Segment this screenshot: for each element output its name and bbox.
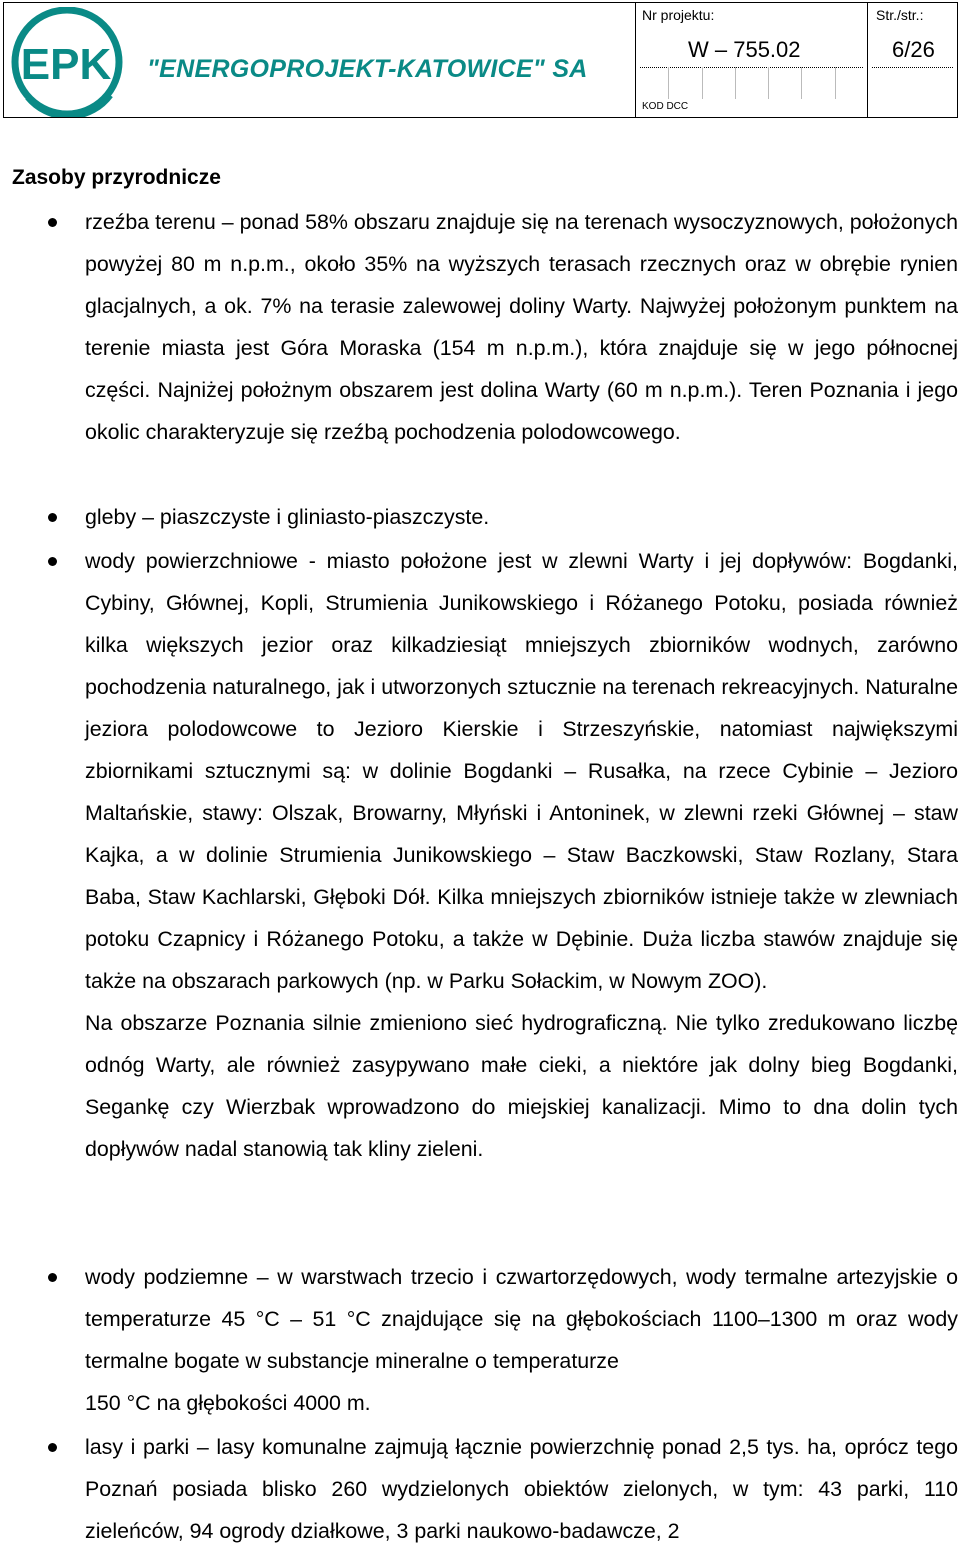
list-item-text: gleby – piaszczyste i gliniasto-piaszczyste. xyxy=(85,505,490,529)
bullet-icon xyxy=(48,557,57,566)
list-item-forests-parks xyxy=(85,1426,958,1552)
list-item-soils xyxy=(85,496,958,538)
epk-logo-icon xyxy=(10,7,128,117)
company-name: "ENERGOPROJEKT-KATOWICE" SA xyxy=(147,55,588,83)
bullet-icon xyxy=(48,1443,57,1452)
dotted-divider xyxy=(872,67,953,68)
bullet-icon xyxy=(48,1273,57,1282)
logo-cell xyxy=(4,3,636,117)
list-item-text: wody podziemne – w warstwach trzecio i czwartorzędowych, wody termalne artezyjskie o temperaturze 45 °C – 51 °C znajdujące się na głębokościach 1100–1300 m oraz wody termalne bogate w substancje mineralne o temperaturze xyxy=(85,1265,958,1373)
list-item-paragraph: Na obszarze Poznania silnie zmieniono sieć hydrograficzną. Nie tylko zredukowano liczbę odnóg Warty, ale również zasypywano małe cieki, a niektóre jak dolny bieg Bogdanki, Segankę czy Wierzbak wprowadzono do miejskiej kanalizacji. Mimo to dna dolin tych dopływów nadal stanowią tak kliny zieleni. xyxy=(85,1011,958,1161)
section-title: Zasoby przyrodnicze xyxy=(12,166,221,189)
page-cell xyxy=(868,3,957,117)
document-header xyxy=(3,2,958,118)
page-label: Str./str.: xyxy=(876,7,924,23)
list-item-text: wody powierzchniowe - miasto położone jest w zlewni Warty i jej dopływów: Bogdanki, Cybiny, Głównej, Kopli, Strumienia Junikowskiego i Różanego Potoku, posiada również kilka większych jezior oraz kilkadziesiąt mniejszych zbiorników wodnych, zarówno pochodzenia naturalnego, jak i utworzonych sztucznie na terenach rekreacyjnych. Naturalne jeziora polodowcowe to Jezioro Kierskie i Strzeszyńskie, natomiast największymi zbiornikami sztucznymi są: w dolinie Bogdanki – Rusałka, na rzece Cybinie – Jezioro Maltańskie, stawy: Olszak, Browarny, Młyński i Antoninek, w zlewni rzeki Głównej – staw Kajka, a w dolinie Strumienia Junikowskiego – Staw Baczkowski, Staw Rozlany, Stara Baba, Staw Kachlarski, Głęboki Dół. Kilka mniejszych zbiorników istnieje także w zlewniach potoku Czapnicy i Różanego Potoku, a także w Dębinie. Duża liczba stawów znajduje się także na obszarach parkowych (np. w Parku Sołackim, w Nowym ZOO). xyxy=(85,549,958,993)
code-boxes xyxy=(636,67,868,99)
bullet-icon xyxy=(48,218,57,227)
list-item-surface-waters xyxy=(85,540,958,1170)
list-item-paragraph: 150 °C na głębokości 4000 m. xyxy=(85,1391,371,1415)
list-item-text: rzeźba terenu – ponad 58% obszaru znajduje się na terenach wysoczyznowych, położonych powyżej 80 m n.p.m., około 35% na wyższych terasach rzecznych oraz w obrębie rynien glacjalnych, a ok. 7% na terasie zalewowej doliny Warty. Najwyżej położonym punktem na terenie miasta jest Góra Moraska (154 m n.p.m.), która znajduje się w jego północnej części. Najniżej położnym obszarem jest dolina Warty (60 m n.p.m.). Teren Poznania i jego okolic charakteryzuje się rzeźbą pochodzenia polodowcowego. xyxy=(85,210,958,444)
bullet-icon xyxy=(48,513,57,522)
list-item-groundwater xyxy=(85,1256,958,1424)
page-value: 6/26 xyxy=(892,37,935,62)
svg-text:EPK: EPK xyxy=(20,40,112,89)
list-item-relief xyxy=(85,201,958,453)
code-label: KOD DCC xyxy=(642,101,689,112)
project-label: Nr projektu: xyxy=(642,7,715,23)
list-item-text: lasy i parki – lasy komunalne zajmują łącznie powierzchnię ponad 2,5 tys. ha, oprócz tego Poznań posiada blisko 260 wydzielonych obiektów zielonych, w tym: 43 parki, 110 zieleńców, 94 ogrody działkowe, 3 parki naukowo-badawcze, 2 xyxy=(85,1435,958,1543)
project-number: W – 755.02 xyxy=(688,37,801,62)
project-cell xyxy=(636,3,868,117)
